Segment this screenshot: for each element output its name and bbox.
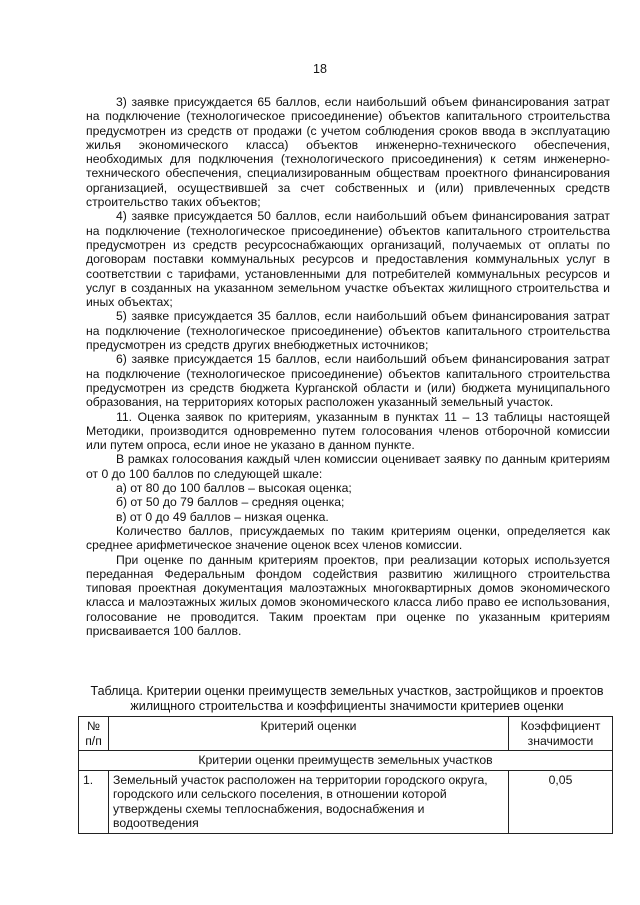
header-coefficient: Коэффициент значимости [509, 717, 613, 751]
section-title: Критерии оценки преимуществ земельных участков [79, 751, 613, 771]
row-coefficient: 0,05 [509, 770, 613, 833]
paragraph-average: Количество баллов, присуждаемых по таким критериям оценки, определяется как среднее арифметическое значение оценок всех членов комиссии. [86, 523, 610, 553]
table-section-row [79, 751, 613, 771]
header-number: № п/п [79, 717, 109, 751]
paragraph-section-11: 11. Оценка заявок по критериям, указанным в пунктах 11 – 13 таблицы настоящей Методики, производится одновременно путем голосования членов отборочной комиссии или путем опроса, если иное не указано в данном пункте. [86, 409, 610, 453]
scale-item-low: в) от 0 до 49 баллов – низкая оценка. [116, 509, 329, 524]
paragraph-item-3: 3) заявке присуждается 65 баллов, если наибольший объем финансирования затрат на подключение (технологическое присоединение) объектов капитального строительства предусмотрен из средств от продажи (с учетом соблюдения сроков ввода в эксплуатацию жилья экономического класса) объектов инженерно-технического обеспечения, необходимых для подключения (технологического присоединения) к сетям инженерно-технического обеспечения, специализированным обществам проектного финансирования организацией, осуществившей за счет собственных и (или) привлеченных средств строительство таких объектов; [86, 95, 610, 210]
paragraph-item-5: 5) заявке присуждается 35 баллов, если наибольший объем финансирования затрат на подключение (технологическое присоединение) объектов капитального строительства предусмотрен из средств других внебюджетных источников; [86, 309, 610, 353]
scale-item-high: а) от 80 до 100 баллов – высокая оценка; [116, 481, 352, 496]
paragraph-voting: В рамках голосования каждый член комиссии оценивает заявку по данным критериям от 0 до 100 баллов по следующей шкале: [86, 452, 610, 481]
row-number: 1. [79, 770, 109, 833]
table-caption: Таблица. Критерии оценки преимуществ земельных участков, застройщиков и проектов жилищного строительства и коэффициенты значимости критериев оценки [90, 684, 604, 713]
page-bottom-margin [0, 866, 640, 905]
paragraph-item-6: 6) заявке присуждается 15 баллов, если наибольший объем финансирования затрат на подключение (технологическое присоединение) объектов капитального строительства предусмотрен из средств бюджета Курганской области и (или) бюджета муниципального образования, на территориях которых расположен указанный земельный участок. [86, 352, 610, 410]
table-header-row [79, 717, 613, 751]
body-text [86, 95, 610, 638]
table-row [79, 770, 613, 833]
page-number: 18 [313, 62, 327, 76]
paragraph-item-4: 4) заявке присуждается 50 баллов, если наибольший объем финансирования затрат на подключение (технологическое присоединение) объектов капитального строительства предусмотрен из средств ресурсоснабжающих организаций, получаемых от оплаты по договорам поставки коммунальных ресурсов и предоставления коммунальных услуг в соответствии с тарифами, установленными для потребителей коммунальных ресурсов и услуг в созданных на указанном земельном участке объектах жилищного строительства и иных объектах; [86, 209, 610, 310]
header-criterion: Критерий оценки [109, 717, 509, 751]
scale-item-medium: б) от 50 до 79 баллов – средняя оценка; [116, 495, 345, 510]
criteria-table [78, 716, 613, 834]
row-criterion: Земельный участок расположен на территории городского округа, городского или сельского поселения, в отношении которой утверждены схемы теплоснабжения, водоснабжения и водоотведения [109, 770, 509, 833]
paragraph-typical-projects: При оценке по данным критериям проектов, при реализации которых используется переданная Федеральным фондом содействия развитию жилищного строительства типовая проектная документация малоэтажных многоквартирных домов экономического класса и малоэтажных жилых домов экономического класса либо право ее использования, голосование не проводится. Таким проектам при оценке по указанным критериям присваивается 100 баллов. [86, 552, 610, 638]
